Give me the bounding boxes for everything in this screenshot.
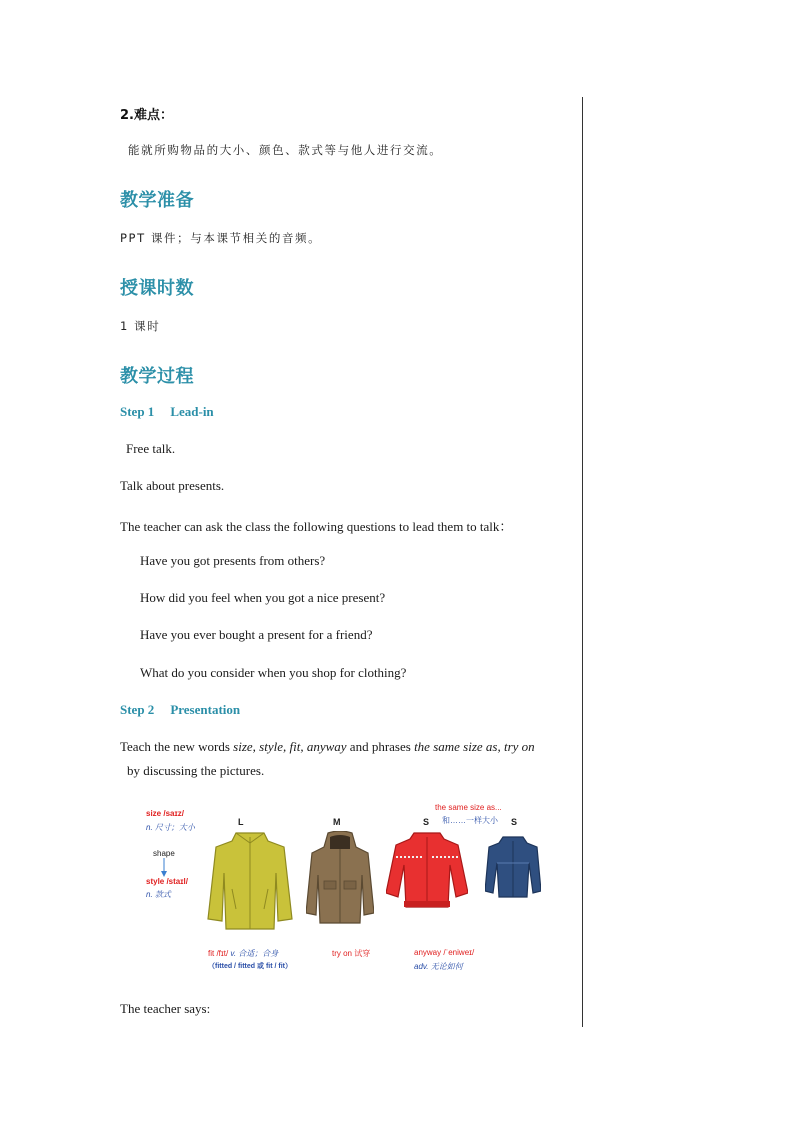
fit-label <box>208 948 278 959</box>
tryon-label <box>332 948 370 959</box>
prep-text: PPT 课件；与本课节相关的音频。 <box>120 231 322 245</box>
fit-word: fit /fɪt/ <box>208 949 229 958</box>
teach-prefix: Teach the new words <box>120 739 234 754</box>
shape-label: shape <box>153 849 175 858</box>
fit-forms: （fitted / fitted 或 fit / fit） <box>208 963 292 970</box>
step1-title: Lead-in <box>170 404 214 419</box>
anyway-word: anyway /ˈeniweɪ/ <box>414 948 475 957</box>
size-letter-l: L <box>238 817 244 827</box>
vocabulary-figure <box>140 795 560 980</box>
style-pos: n. 款式 <box>146 890 171 899</box>
question-4: What do you consider when you shop for clothing? <box>140 665 407 680</box>
step2-title: Presentation <box>170 702 241 717</box>
size-letter-m: M <box>333 817 341 827</box>
brown-jacket-icon <box>306 831 374 927</box>
style-word: style /staɪl/ <box>146 877 188 886</box>
step1-number: Step 1 <box>120 404 155 419</box>
question-1: Have you got presents from others? <box>140 553 326 568</box>
same-size-cn: 和……一样大小 <box>442 816 498 825</box>
size-letter-s1: S <box>423 817 430 827</box>
talk-about: Talk about presents. <box>120 478 225 493</box>
difficulty-title: 2.难点： <box>120 108 173 123</box>
tryon-cn: 试穿 <box>354 949 371 958</box>
teach-line-2: by discussing the pictures. <box>127 763 265 778</box>
size-pos: n. 尺寸；大小 <box>146 823 195 832</box>
yellow-jacket-icon <box>206 829 294 933</box>
question-3: Have you ever bought a present for a friend? <box>140 627 373 642</box>
down-arrow-icon <box>160 858 168 878</box>
teach-mid: and phrases <box>346 739 415 754</box>
question-2: How did you feel when you got a nice present? <box>140 590 386 605</box>
red-jacket-icon <box>386 831 468 909</box>
same-size-en: the same size as... <box>435 803 502 812</box>
teach-words: size, style, fit, anyway <box>233 739 347 754</box>
denim-jacket-icon <box>485 835 541 905</box>
prep-heading: 教学准备 <box>120 190 194 211</box>
free-talk: Free talk. <box>126 441 176 456</box>
difficulty-text: 能就所购物品的大小、颜色、款式等与他人进行交流。 <box>128 143 443 157</box>
tryon-word: try on <box>332 949 353 958</box>
hours-text: 1 课时 <box>120 319 161 333</box>
teach-phrases: the same size as, try on <box>414 739 535 754</box>
step1-heading <box>120 404 214 420</box>
hours-heading: 授课时数 <box>120 278 194 299</box>
instruction: The teacher can ask the class the following questions to lead them to talk： <box>120 519 513 534</box>
teach-line <box>120 739 535 755</box>
process-heading: 教学过程 <box>120 366 194 387</box>
teacher-says: The teacher says: <box>120 1001 211 1016</box>
fit-pos: v. 合适；合身 <box>230 949 279 958</box>
size-letter-s2: S <box>511 817 518 827</box>
step2-number: Step 2 <box>120 702 155 717</box>
size-word: size /saɪz/ <box>146 809 184 818</box>
margin-rule <box>582 97 583 1027</box>
anyway-pos: adv. 无论如何 <box>414 962 463 971</box>
step2-heading <box>120 702 240 718</box>
